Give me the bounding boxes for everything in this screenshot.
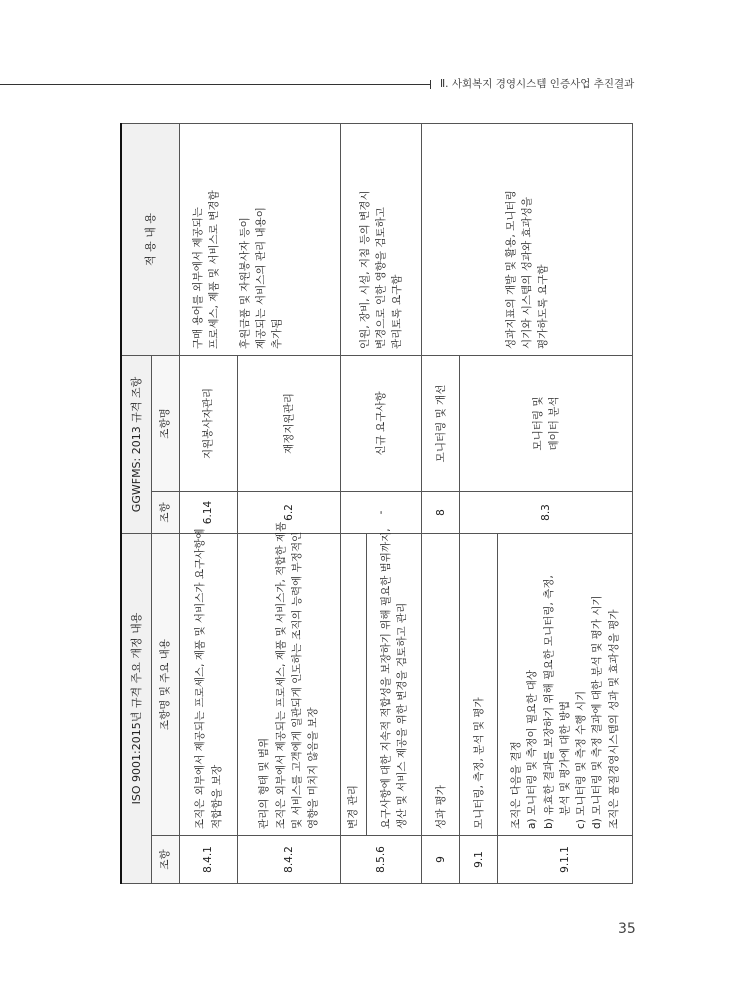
standards-comparison-table — [120, 123, 633, 884]
iso-requirement: 모니터링, 측정, 분석 및 평가 — [460, 533, 498, 835]
header-rule-tick — [430, 80, 431, 89]
iso-requirement: 관리의 형태 및 범위 조직은 외부에서 제공되는 프로세스, 제품 및 서비스가, 적합한 제품 및 서비스를 고객에게 일관되게 인도하는 조직의 능력에 부정적인 영향을 미치지 않음을 보장 — [238, 533, 341, 835]
ggwfms-name: 모니터링 및 데이터 분석 — [460, 355, 633, 491]
header-iso-clause: 조항 — [152, 836, 180, 884]
ggwfms-name: 신규 요구사항 — [340, 355, 422, 491]
iso-clause: 8.4.1 — [180, 836, 238, 884]
header-g-clause: 조항 — [152, 491, 180, 533]
iso-clause: 9.1 — [460, 836, 498, 884]
apply-content: 성과지표의 개발 및 활용, 모니터링 시기와 시스템의 성과와 효과성을 평가하도록 요구함 — [422, 123, 633, 355]
iso-clause: 8.5.6 — [340, 836, 422, 884]
iso-clause: 9.1.1 — [498, 836, 633, 884]
page-number: 35 — [618, 921, 636, 937]
ggwfms-clause: 8 — [422, 491, 460, 533]
header-iso-req: 조항명 및 주요 내용 — [152, 533, 180, 835]
ggwfms-clause: 6.14 — [180, 491, 238, 533]
table-row — [180, 123, 238, 883]
iso-clause: 9 — [422, 836, 460, 884]
ggwfms-clause: - — [340, 491, 422, 533]
table-row — [340, 123, 366, 883]
header-apply: 적 용 내 용 — [121, 123, 180, 355]
apply-content: 인원, 장비, 시설, 지침 등의 변경시 변경으로 인한 영향을 검토하고 관리토록 요구함 — [340, 123, 422, 355]
iso-requirement: 성과 평가 — [422, 533, 460, 835]
table-row — [422, 123, 460, 883]
iso-requirement: 요구사항에 대한 지속적 적합성을 보장하기 위해 필요한 범위까지, 생산 및 서비스 제공을 위한 변경을 검토하고 관리 — [366, 533, 422, 835]
header-rule — [0, 84, 430, 85]
ggwfms-name: 재정지원관리 — [238, 355, 341, 491]
running-title: Ⅱ. 사회복지 경영시스템 인증사업 추진결과 — [440, 78, 635, 90]
ggwfms-clause: 8.3 — [460, 491, 633, 533]
iso-requirement-title: 변경 관리 — [340, 533, 366, 835]
header-g-name: 조항명 — [152, 355, 180, 491]
iso-requirement: 조직은 다음을 결정 a) 모니터링 및 측정이 필요한 대상 b) 유효한 결과를 보장하기 위해 필요한 모니터링, 측정, 분석 및 평가에 대한 방법 c) 모니터링 및 측정 수행 시기 d) 모니터링 및 측정 결과에 대한 분석 및 평가 시기 조직은 품질경영시스템의 성과 및 효과성을 평가 — [498, 533, 633, 835]
apply-content: 구매 용어를 외부에서 제공되는 프로세스, 제품 및 서비스로 변경함 후원금품 및 자원봉사자 등이 제공되는 서비스의 관리 내용이 추가됨 — [180, 123, 341, 355]
rotated-table-container — [120, 124, 633, 884]
ggwfms-clause: 6.2 — [238, 491, 341, 533]
ggwfms-name: 모니터링 및 개선 — [422, 355, 460, 491]
header-iso: ISO 9001:2015년 규격 주요 개정 내용 — [121, 533, 152, 883]
ggwfms-name: 지원봉사자관리 — [180, 355, 238, 491]
iso-requirement: 조직은 외부에서 제공되는 프로세스, 제품 및 서비스가 요구사항에 적합함을 보장 — [180, 533, 238, 835]
iso-clause: 8.4.2 — [238, 836, 341, 884]
header-ggwfms: GGWFMS: 2013 규격 조항 — [121, 355, 152, 533]
